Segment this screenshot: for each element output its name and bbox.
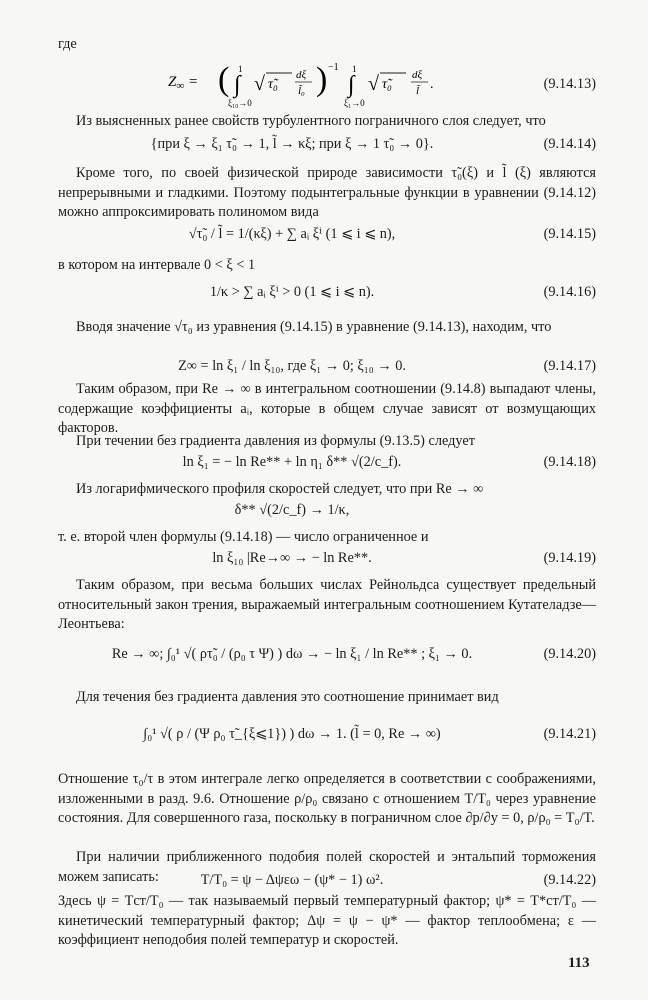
equation-number: (9.14.16) — [543, 284, 596, 300]
paragraph: т. е. второй член формулы (9.14.18) — число ограниченное и — [58, 529, 429, 545]
equation-text: δ** √(2/c_f) → 1/κ, — [234, 502, 350, 518]
eq13-lim1-top: 1 — [238, 64, 243, 74]
equation-number: (9.14.19) — [543, 550, 596, 566]
equation-text: √τ̃₀ / l̃ = 1/(κξ) + ∑ aᵢ ξⁱ (1 ⩽ i ⩽ n), — [188, 226, 396, 242]
eq13-dxi1: dξ — [296, 69, 307, 81]
equation-text: ln ξ₁₀ |Re→∞ → − ln Re**. — [212, 550, 372, 566]
equation-9-14-16 — [58, 280, 596, 310]
equation-9-14-13-formula — [168, 62, 498, 108]
eq13-pow: −1 — [328, 62, 339, 73]
eq13-l: l̃ — [416, 85, 420, 97]
eq13-integral1: ∫ — [234, 72, 241, 98]
eq13-lim2-top: 1 — [352, 64, 357, 74]
paragraph: При наличии приближенного подобия полей скоростей и энтальпий торможения можем записать: — [58, 849, 596, 885]
equation-9-14-20 — [58, 638, 596, 678]
eq13-lim2-bot: ξ₁→0 — [344, 98, 365, 108]
paragraph: Таким образом, при Re → ∞ в интегральном соотношении (9.14.8) выпадают члены, содержащие коэффициенты aᵢ, которые в общем случае зависят от возмущающих факторов. — [58, 381, 596, 436]
equation-unnumbered — [58, 500, 596, 530]
equation-text: Re → ∞; ∫₀¹ √( ρτ̃₀ / (ρ₀ τ Ψ) ) dω → − ln ξ₁ / ln Re** ; ξ₁ → 0. — [111, 646, 473, 662]
paragraph: Вводя значение √τ₀ из уравнения (9.14.15) в уравнение (9.14.13), находим, что — [76, 319, 552, 335]
paragraph: Для течения без градиента давления это соотношение принимает вид — [76, 689, 499, 705]
equation-number: (9.14.21) — [543, 726, 596, 742]
equation-9-14-14 — [58, 134, 596, 164]
paragraph: Здесь ψ = Tст/T₀ — так называемый первый температурный фактор; ψ* = T*ст/T₀ — кинетический температурный фактор; Δψ = ψ − ψ* — фактор теплообмена; ε — коэффициент неподобия полей температур и скоростей. — [58, 893, 596, 948]
eq13-tau2: τ̃₀ — [382, 77, 392, 92]
equation-9-14-21 — [58, 716, 596, 756]
eq13-lhs: $Z_\infty$ = — [168, 74, 199, 92]
equation-number: (9.14.13) — [543, 76, 596, 92]
eq13-sqrt1: √ — [254, 73, 265, 95]
paragraph: Из логарифмического профиля скоростей следует, что при Re → ∞ — [76, 481, 484, 497]
equation-text: ∫₀¹ √( ρ / (Ψ ρ₀ τ̃_{ξ⩽1}) ) dω → 1. (l̃ = 0, Re → ∞) — [143, 726, 441, 742]
paragraph: Из выясненных ранее свойств турбулентного пограничного слоя следует, что — [76, 113, 546, 129]
equation-9-14-19 — [58, 548, 596, 578]
equation-text: 1/κ > ∑ aᵢ ξⁱ > 0 (1 ⩽ i ⩽ n). — [209, 284, 375, 300]
equation-text: T/T₀ = ψ − Δψεω − (ψ* − 1) ω². — [200, 872, 384, 888]
equation-number: (9.14.15) — [543, 226, 596, 242]
eq13-sqrt2: √ — [368, 73, 379, 95]
equation-number: (9.14.18) — [543, 454, 596, 470]
equation-number: (9.14.14) — [543, 136, 596, 152]
eq13-lim1-bot: ξ₁₀→0 — [228, 98, 252, 108]
paragraph: Кроме того, по своей физической природе зависимости τ̃₀(ξ) и l̃ (ξ) являются непрерывными и гладкими. Поэтому подынтегральные функции в уравнении (9.14.12) можно аппроксимировать полиномом вида — [58, 165, 596, 220]
equation-text: {при ξ → ξ₁ τ̃₀ → 1, l̃ → κξ; при ξ → 1 τ̃₀ → 0}. — [150, 136, 434, 152]
eq13-l0: l̃₀ — [298, 85, 305, 97]
equation-number: (9.14.17) — [543, 358, 596, 374]
eq13-tau1: τ̃₀ — [268, 77, 278, 92]
page-number: 113 — [568, 955, 590, 971]
equation-number: (9.14.22) — [543, 872, 596, 888]
equation-number: (9.14.20) — [543, 646, 596, 662]
equation-9-14-13 — [58, 62, 596, 108]
paragraph: Отношение τ₀/τ в этом интеграле легко определяется в соответствии с соображениями, изложенными в разд. 9.6. Отношение ρ/ρ₀ связано с отношением T/T₀ через уравнение состояния. Для совершенного газа, поскольку в пограничном слое ∂p/∂y = 0, ρ/ρ₀ = T₀/T. — [58, 771, 596, 826]
equation-9-14-15 — [58, 222, 596, 252]
leading-word: где — [58, 36, 77, 52]
paragraph: При течении без градиента давления из формулы (9.13.5) следует — [76, 433, 475, 449]
eq13-paren-open: ( — [218, 61, 230, 98]
equation-9-14-18 — [58, 452, 596, 482]
equation-text: Z∞ = ln ξ₁ / ln ξ₁₀, где ξ₁ → 0; ξ₁₀ → 0. — [178, 358, 406, 374]
eq13-integral2: ∫ — [348, 72, 355, 98]
eq13-paren-close: ) — [316, 61, 328, 98]
eq13-dot: . — [430, 77, 434, 92]
paragraph: Таким образом, при весьма больших числах Рейнольдса существует предельный относительный закон трения, выражаемый интегральным соотношением Кутателадзе—Леонтьева: — [58, 577, 596, 632]
equation-text: ln ξ₁ = − ln Re** + ln η₁ δ** √(2/c_f). — [182, 454, 402, 470]
eq13-dxi2: dξ — [412, 69, 423, 81]
paragraph: в котором на интервале 0 < ξ < 1 — [58, 257, 256, 273]
